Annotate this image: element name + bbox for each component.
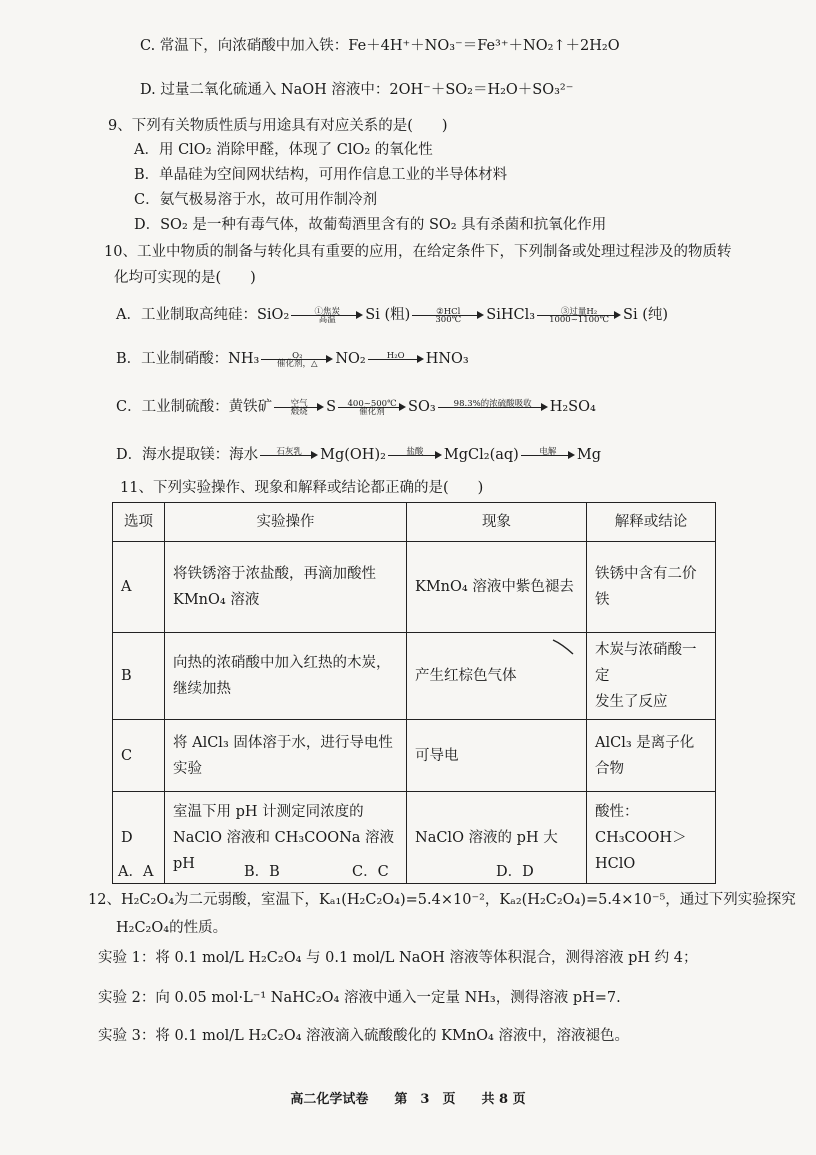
species: 海水: [229, 447, 259, 463]
species: SiO₂: [256, 307, 290, 323]
q9-option-d: D．SO₂ 是一种有毒气体，故葡萄酒里含有的 SO₂ 具有杀菌和抗氧化作用: [134, 217, 607, 233]
conclusion-line: 酸性：: [595, 803, 639, 820]
q9-option-b: B．单晶硅为空间网状结构，可用作信息工业的半导体材料: [134, 167, 508, 183]
reaction-arrow: [412, 304, 484, 326]
conclusion-line: CH₃COOH＞HClO: [595, 829, 687, 872]
arrow-condition-bottom: 煅烧: [290, 407, 308, 417]
q10-stem-1: 10、工业中物质的制备与转化具有重要的应用，在给定条件下，下列制备或处理过程涉及的物质转: [104, 244, 732, 260]
reaction-arrow: [261, 348, 333, 370]
experiment-3: 实验 3：将 0.1 mol/L H₂C₂O₄ 溶液滴入硫酸酸化的 KMnO₄ 溶液中，溶液褪色。: [98, 1028, 629, 1044]
operation-line: 实验: [173, 760, 202, 777]
conclusion-line: 铁锈中含有二价铁: [595, 566, 697, 608]
species: Si (粗): [365, 307, 411, 323]
reaction-arrow: [260, 444, 318, 466]
species: Si (纯): [623, 307, 669, 323]
reaction-arrow: [537, 304, 621, 326]
experiment-table: [112, 502, 716, 884]
arrow-condition-bottom: 300℃: [435, 315, 462, 325]
q11-choice-a: A．A: [118, 864, 154, 880]
conclusion-cell: [587, 792, 716, 884]
arrow-condition-top: 电解: [539, 447, 557, 457]
option-d-label: D．海水提取镁：: [116, 447, 230, 463]
arrow-condition-top: 石灰乳: [276, 447, 302, 457]
arrow-condition-top: O₂: [292, 351, 303, 361]
species: SO₃: [408, 399, 436, 415]
arrow-condition-bottom: 1000~1100℃: [549, 315, 609, 325]
table-row: [113, 720, 716, 792]
arrow-condition-top: 空气: [290, 399, 308, 409]
operation-line: KMnO₄ 溶液: [173, 592, 260, 608]
species: NH₃: [228, 351, 260, 367]
table-header-row: [113, 503, 716, 542]
arrow-condition-top: ②HCl: [436, 307, 461, 317]
species: NO₂: [335, 351, 366, 367]
reaction-arrow: [338, 396, 406, 418]
q11-choice-d: D．D: [496, 864, 534, 880]
species: Mg: [576, 447, 601, 463]
operation-line: 将 AlCl₃ 固体溶于水，进行导电性: [173, 734, 393, 751]
option-b-label: B．工业制硝酸：: [116, 351, 229, 367]
operation-line: 室温下用 pH 计测定同浓度的: [173, 803, 364, 820]
arrow-condition-top: ①焦炭: [314, 307, 341, 317]
operation-cell: [165, 542, 407, 633]
column-header: 解释或结论: [587, 503, 716, 542]
reaction-arrow: [521, 444, 575, 466]
arrow-condition-top: ③过量H₂: [560, 307, 598, 317]
handwritten-tick-mark: [552, 636, 574, 656]
q9-stem: 9、下列有关物质性质与用途具有对应关系的是( ): [108, 118, 448, 134]
operation-cell: [165, 633, 407, 720]
row-option: C: [113, 720, 165, 792]
q12-stem-2: H₂C₂O₄的性质。: [116, 920, 228, 936]
phenomenon-cell: NaClO 溶液的 pH 大: [407, 792, 587, 884]
conclusion-cell: [587, 542, 716, 633]
reaction-arrow: [291, 304, 363, 326]
operation-line: NaClO 溶液和 CH₃COONa 溶液 pH: [173, 829, 395, 872]
species: SiHCl₃: [486, 307, 536, 323]
q11-choice-b: B．B: [244, 864, 280, 880]
conclusion-line: 木炭与浓硝酸一定: [595, 642, 697, 684]
table-row: [113, 542, 716, 633]
arrow-condition-bottom: 催化剂，△: [277, 359, 318, 369]
operation-cell: [165, 720, 407, 792]
column-header: 实验操作: [165, 503, 407, 542]
operation-line: 向热的浓硝酸中加入红热的木炭，: [173, 655, 391, 671]
conclusion-cell: [587, 633, 716, 720]
q10-option-b: [116, 348, 469, 370]
phenomenon-cell: KMnO₄ 溶液中紫色褪去: [407, 542, 587, 633]
species: MgCl₂(aq): [443, 447, 519, 463]
arrow-condition-top: 盐酸: [406, 447, 424, 457]
q10-option-d: [116, 444, 601, 466]
reaction-arrow: [274, 396, 324, 418]
row-option: B: [113, 633, 165, 720]
species: H₂SO₄: [549, 399, 596, 415]
conclusion-line: 发生了反应: [595, 694, 668, 710]
reaction-arrow: [368, 348, 424, 370]
experiment-2: 实验 2：向 0.05 mol·L⁻¹ NaHC₂O₄ 溶液中通入一定量 NH₃，测得溶液 pH=7.: [98, 990, 621, 1006]
column-header: 选项: [113, 503, 165, 542]
table-row: [113, 792, 716, 884]
row-option: A: [113, 542, 165, 633]
species: Mg(OH)₂: [320, 447, 386, 463]
q10-option-a: [116, 304, 668, 326]
column-header: 现象: [407, 503, 587, 542]
q11-choice-c: C．C: [352, 864, 389, 880]
option-c-label: C．工业制硫酸：: [116, 399, 229, 415]
species: S: [326, 399, 337, 415]
row-option: D: [113, 792, 165, 884]
table-row: [113, 633, 716, 720]
phenomenon-cell: 可导电: [407, 720, 587, 792]
conclusion-line: AlCl₃ 是离子化合物: [595, 734, 695, 777]
q12-stem-1: 12、H₂C₂O₄为二元弱酸，室温下，Kₐ₁(H₂C₂O₄)=5.4×10⁻²，Kₐ₂(H₂C₂O₄)=5.4×10⁻⁵，通过下列实验探究: [88, 892, 796, 908]
arrow-condition-top: 98.3%的浓硫酸吸收: [453, 399, 532, 409]
option-a-label: A．工业制取高纯硅：: [116, 307, 257, 323]
arrow-condition-bottom: 高温: [318, 315, 336, 325]
experiment-1: 实验 1：将 0.1 mol/L H₂C₂O₄ 与 0.1 mol/L NaOH 溶液等体积混合，测得溶液 pH 约 4；: [98, 950, 698, 966]
species: 黄铁矿: [228, 399, 273, 415]
q9-option-c: C．氨气极易溶于水，故可用作制冷剂: [134, 192, 378, 208]
option-d-line: D. 过量二氧化硫通入 NaOH 溶液中：2OH⁻＋SO₂＝H₂O＋SO₃²⁻: [140, 82, 574, 98]
option-c-line: C. 常温下，向浓硝酸中加入铁：Fe＋4H⁺＋NO₃⁻＝Fe³⁺＋NO₂↑＋2H₂O: [140, 38, 620, 54]
reaction-arrow: [388, 444, 442, 466]
q9-option-a: A．用 ClO₂ 消除甲醛，体现了 ClO₂ 的氧化性: [134, 142, 433, 158]
page-footer: 高二化学试卷 第 3 页 共 8 页: [290, 1092, 526, 1107]
q11-stem: 11、下列实验操作、现象和解释或结论都正确的是( ): [120, 480, 484, 496]
phenomenon-cell: 产生红棕色气体: [407, 633, 587, 720]
conclusion-cell: [587, 720, 716, 792]
arrow-condition-bottom: 催化剂: [359, 407, 385, 417]
reaction-arrow: [438, 396, 548, 418]
species: HNO₃: [425, 351, 469, 367]
operation-line: 继续加热: [173, 681, 231, 697]
q10-stem-2: 化均可实现的是( ): [114, 270, 256, 286]
arrow-condition-top: 400~500℃: [347, 399, 397, 409]
arrow-condition-top: H₂O: [386, 351, 405, 361]
operation-line: 将铁锈溶于浓盐酸，再滴加酸性: [173, 566, 376, 582]
q10-option-c: [116, 396, 596, 418]
